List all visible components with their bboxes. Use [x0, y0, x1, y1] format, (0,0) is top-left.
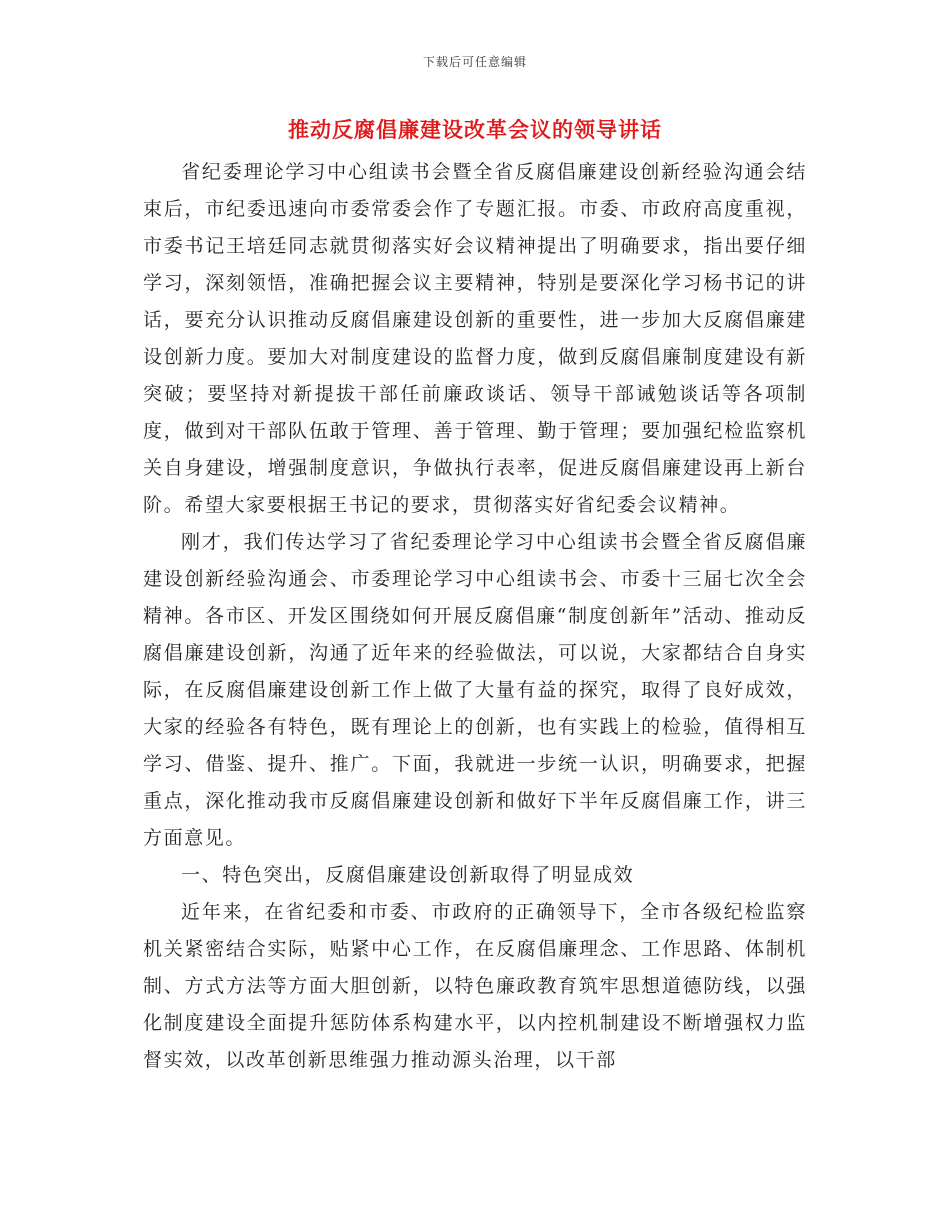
- paragraph-1: 省纪委理论学习中心组读书会暨全省反腐倡廉建设创新经验沟通会结束后，市纪委迅速向市委常委会作了专题汇报。市委、市政府高度重视，市委书记王培廷同志就贯彻落实好会议精神提出了明确要求，指出要仔细学习，深刻领悟，准确把握会议主要精神，特别是要深化学习杨书记的讲话，要充分认识推动反腐倡廉建设创新的重要性，进一步加大反腐倡廉建设创新力度。要加大对制度建设的监督力度，做到反腐倡廉制度建设有新突破；要坚持对新提拔干部任前廉政谈话、领导干部诫勉谈话等各项制度，做到对干部队伍敢于管理、善于管理、勤于管理；要加强纪检监察机关自身建设，增强制度意识，争做执行表率，促进反腐倡廉建设再上新台阶。希望大家要根据王书记的要求，贯彻落实好省纪委会议精神。: [143, 161, 807, 516]
- document-body: [143, 154, 807, 1079]
- section-heading-1: 一、特色突出，反腐倡廉建设创新取得了明显成效: [181, 864, 635, 886]
- paragraph-2: 刚才，我们传达学习了省纪委理论学习中心组读书会暨全省反腐倡廉建设创新经验沟通会、市委理论学习中心组读书会、市委十三届七次全会精神。各市区、开发区围绕如何开展反腐倡廉“制度创新年”活动、推动反腐倡廉建设创新，沟通了近年来的经验做法，可以说，大家都结合自身实际，在反腐倡廉建设创新工作上做了大量有益的探究，取得了良好成效，大家的经验各有特色，既有理论上的创新，也有实践上的检验，值得相互学习、借鉴、提升、推广。下面，我就进一步统一认识，明确要求，把握重点，深化推动我市反腐倡廉建设创新和做好下半年反腐倡廉工作，讲三方面意见。: [143, 531, 807, 849]
- paragraph-3: 近年来，在省纪委和市委、市政府的正确领导下，全市各级纪检监察机关紧密结合实际，贴紧中心工作，在反腐倡廉理念、工作思路、体制机制、方式方法等方面大胆创新，以特色廉政教育筑牢思想道德防线，以强化制度建设全面提升惩防体系构建水平，以内控机制建设不断增强权力监督实效，以改革创新思维强力推动源头治理，以干部: [143, 901, 807, 1071]
- header-note: 下载后可任意编辑: [422, 55, 527, 69]
- document-title: 推动反腐倡廉建设改革会议的领导讲话: [288, 117, 662, 142]
